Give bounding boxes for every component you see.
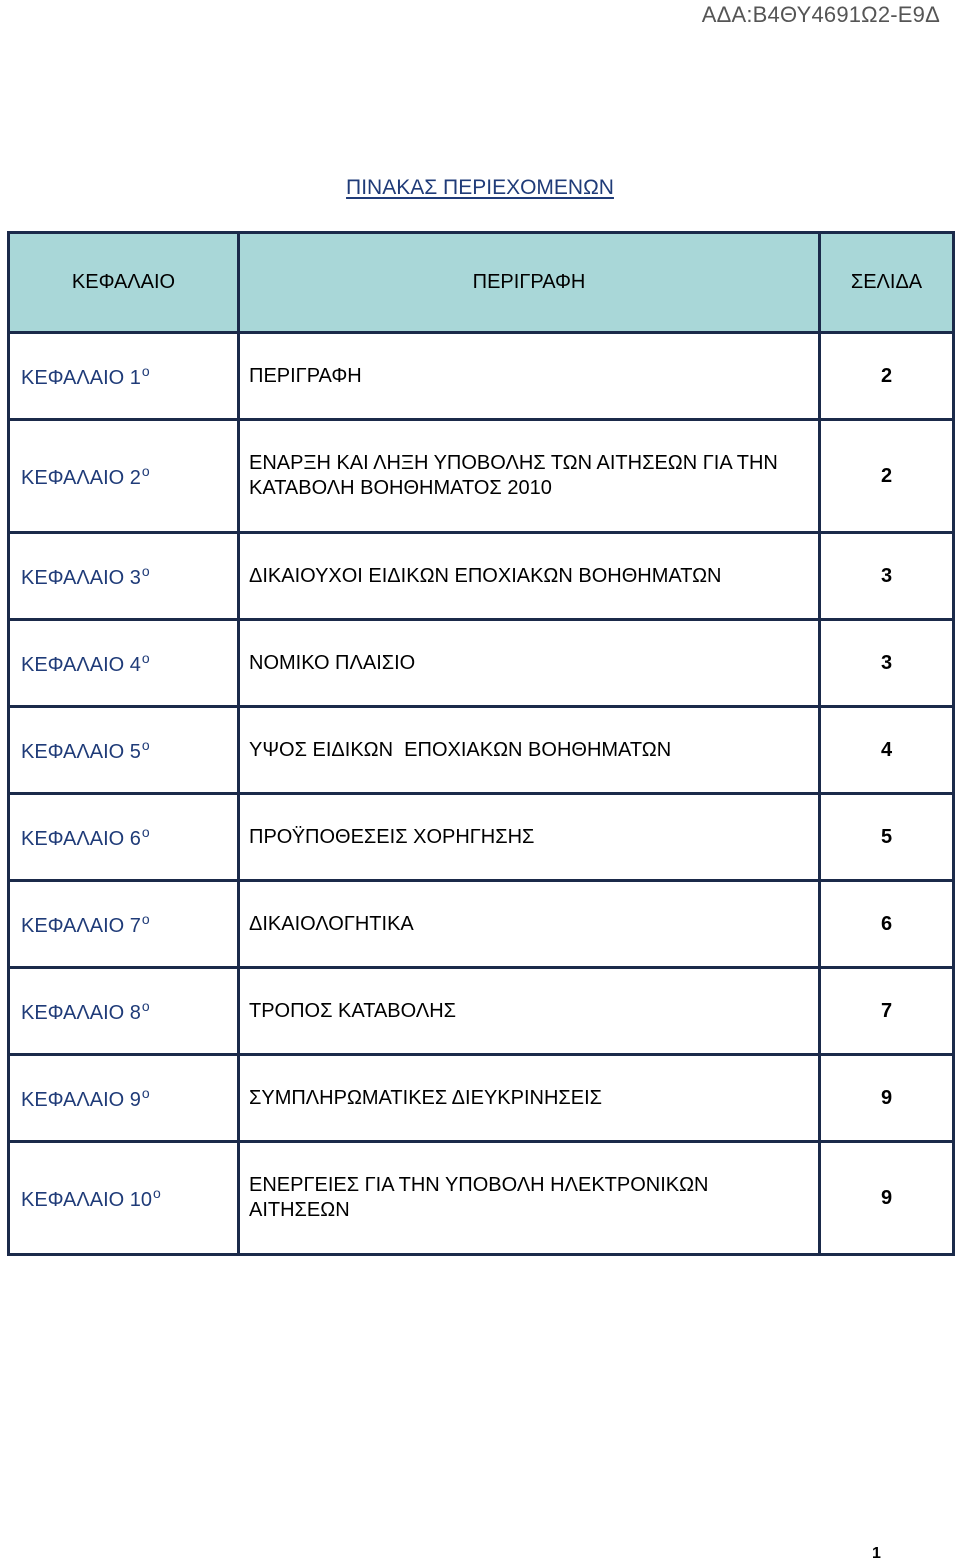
chapter-cell [9,707,239,794]
chapter-label: ΚΕΦΑΛΑΙΟ 7 [21,914,141,937]
chapter-cell [9,420,239,533]
chapter-label: ΚΕΦΑΛΑΙΟ 5 [21,740,141,763]
page-cell: 3 [820,620,954,707]
description-cell: ΤΡΟΠΟΣ ΚΑΤΑΒΟΛΗΣ [239,968,820,1055]
chapter-cell [9,1142,239,1255]
chapter-ordinal: ο [141,1084,150,1101]
chapter-cell [9,620,239,707]
chapter-label: ΚΕΦΑΛΑΙΟ 10 [21,1188,153,1211]
table-row [9,420,954,533]
description-cell: ΕΝΑΡΞΗ ΚΑΙ ΛΗΞΗ ΥΠΟΒΟΛΗΣ ΤΩΝ ΑΙΤΗΣΕΩΝ ΓΙΑ ΤΗΝ ΚΑΤΑΒΟΛΗ ΒΟΗΘΗΜΑΤΟΣ 2010 [239,420,820,533]
chapter-label: ΚΕΦΑΛΑΙΟ 8 [21,1001,141,1024]
table-row [9,620,954,707]
page-cell: 2 [820,420,954,533]
chapter-ordinal: ο [141,910,150,927]
chapter-cell [9,968,239,1055]
description-cell: ΠΡΟΫΠΟΘΕΣΕΙΣ ΧΟΡΗΓΗΣΗΣ [239,794,820,881]
header-description: ΠΕΡΙΓΡΑΦΗ [239,233,820,333]
description-cell: ΕΝΕΡΓΕΙΕΣ ΓΙΑ ΤΗΝ ΥΠΟΒΟΛΗ ΗΛΕΚΤΡΟΝΙΚΩΝ ΑΙΤΗΣΕΩΝ [239,1142,820,1255]
header-chapter: ΚΕΦΑΛΑΙΟ [9,233,239,333]
table-row [9,1055,954,1142]
table-header-row [9,233,954,333]
page-cell: 6 [820,881,954,968]
chapter-label: ΚΕΦΑΛΑΙΟ 1 [21,366,141,389]
page-cell: 9 [820,1055,954,1142]
chapter-cell [9,333,239,420]
page-cell: 7 [820,968,954,1055]
description-cell: ΝΟΜΙΚΟ ΠΛΑΙΣΙΟ [239,620,820,707]
page-cell: 2 [820,333,954,420]
chapter-ordinal: ο [141,362,150,379]
ada-code: ΑΔΑ:Β4ΘΥ4691Ω2-Ε9Δ [701,2,940,27]
chapter-label: ΚΕΦΑΛΑΙΟ 6 [21,827,141,850]
chapter-ordinal: ο [141,649,150,666]
document-title: ΠΙΝΑΚΑΣ ΠΕΡΙΕΧΟΜΕΝΩΝ [346,176,614,199]
table-row [9,707,954,794]
chapter-label: ΚΕΦΑΛΑΙΟ 2 [21,466,141,489]
chapter-ordinal: ο [153,1184,161,1201]
chapter-ordinal: ο [141,462,150,479]
chapter-label: ΚΕΦΑΛΑΙΟ 9 [21,1088,141,1111]
table-row [9,533,954,620]
chapter-cell [9,1055,239,1142]
description-cell: ΣΥΜΠΛΗΡΩΜΑΤΙΚΕΣ ΔΙΕΥΚΡΙΝΗΣΕΙΣ [239,1055,820,1142]
chapter-cell [9,533,239,620]
page-cell: 5 [820,794,954,881]
page-cell: 3 [820,533,954,620]
description-cell: ΔΙΚΑΙΟΛΟΓΗΤΙΚΑ [239,881,820,968]
chapter-cell [9,881,239,968]
chapter-ordinal: ο [141,736,150,753]
chapter-cell [9,794,239,881]
header-page: ΣΕΛΙΔΑ [820,233,954,333]
page-cell: 4 [820,707,954,794]
chapter-label: ΚΕΦΑΛΑΙΟ 4 [21,653,141,676]
chapter-ordinal: ο [141,997,150,1014]
table-row [9,333,954,420]
table-row [9,794,954,881]
description-cell: ΔΙΚΑΙΟΥΧΟΙ ΕΙΔΙΚΩΝ ΕΠΟΧΙΑΚΩΝ ΒΟΗΘΗΜΑΤΩΝ [239,533,820,620]
page-number: 1 [872,1545,881,1562]
page-cell: 9 [820,1142,954,1255]
table-row [9,968,954,1055]
chapter-ordinal: ο [141,562,150,579]
table-of-contents [7,231,955,1256]
chapter-ordinal: ο [141,823,150,840]
chapter-label: ΚΕΦΑΛΑΙΟ 3 [21,566,141,589]
table-row [9,1142,954,1255]
table-row [9,881,954,968]
description-cell: ΥΨΟΣ ΕΙΔΙΚΩΝ ΕΠΟΧΙΑΚΩΝ ΒΟΗΘΗΜΑΤΩΝ [239,707,820,794]
description-cell: ΠΕΡΙΓΡΑΦΗ [239,333,820,420]
